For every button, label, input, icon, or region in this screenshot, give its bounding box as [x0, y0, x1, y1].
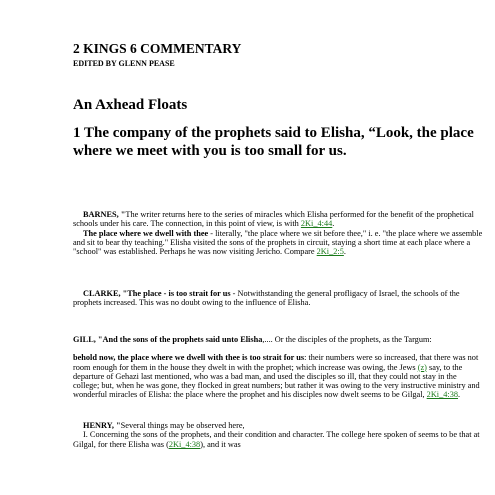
barnes-name: BARNES, " — [83, 210, 126, 219]
gill-footnote-link[interactable]: (z) — [417, 362, 427, 372]
barnes-text-2-end: . — [343, 247, 346, 257]
barnes-commentary — [73, 210, 483, 256]
henry-text-end: ), and it was — [200, 439, 241, 449]
editor-line: EDITED BY GLENN PEASE — [73, 59, 175, 68]
barnes-text-1-end: . — [332, 219, 335, 229]
gill-text-2: : their numbers were so increased, that there was not room enough for them in the house they dwelt in with the prophet; which increase was owing, the Jews — [73, 353, 479, 372]
barnes-text-1: The writer returns here to the series of miracles which Elisha performed for the benefit of the prophetical schools under his care. The connection, in this point of view, is with — [73, 210, 474, 229]
gill-reference-link[interactable]: 2Ki_4:38 — [426, 390, 459, 400]
henry-reference-link[interactable]: 2Ki_4:38 — [168, 439, 201, 449]
barnes-paragraph-2 — [73, 229, 483, 257]
henry-paragraph-2 — [73, 430, 483, 449]
clarke-lead-phrase: The place - is too strait for us — [127, 289, 231, 298]
section-heading: An Axhead Floats — [73, 97, 188, 113]
barnes-lead-phrase: The place where we dwell with thee — [83, 228, 209, 238]
gill-paragraph-1 — [73, 335, 483, 344]
gill-bold-phrase: behold now, the place where we dwell with thee is too strait for us — [73, 353, 305, 363]
gill-text-end: . — [458, 390, 461, 400]
henry-paragraph-1 — [73, 421, 483, 430]
verse-text: 1 The company of the prophets said to Elisha, “Look, the place where we meet with you is too small for us. — [73, 125, 474, 159]
clarke-paragraph — [73, 289, 483, 308]
barnes-reference-link-1[interactable]: 2Ki_4:44 — [300, 219, 333, 229]
clarke-text: - Notwithstanding the general profligacy of Israel, the schools of the prophets increased. This was no doubt owing to the influence of Elisha. — [73, 289, 460, 308]
clarke-name: CLARKE, " — [83, 289, 128, 298]
document-title: 2 KINGS 6 COMMENTARY — [73, 41, 242, 56]
henry-name: HENRY, " — [83, 421, 121, 430]
henry-commentary — [73, 421, 483, 449]
gill-text-1: ,.... Or the disciples of the prophets, as the Targum: — [262, 335, 432, 344]
gill-commentary — [73, 335, 483, 400]
henry-text-1: Several things may be observed here, — [120, 421, 245, 430]
clarke-commentary — [73, 289, 483, 308]
barnes-reference-link-2[interactable]: 2Ki_2:5 — [316, 247, 344, 257]
barnes-paragraph-1 — [73, 210, 483, 229]
gill-paragraph-2 — [73, 353, 483, 399]
gill-lead-phrase: GILL, "And the sons of the prophets said unto Elisha — [73, 335, 263, 344]
gill-text-3: say, to the departure of Gehazi last mentioned, who was a bad man, and used the disciples so ill, that they could not stay in the college; but, when he was gone, they flocked in great numbers; but rather it was owing to the very instructive ministry and wonderful miracles of Elisha: the place where the prophet and his disciples now dwelt seems to be Gilgal, — [73, 362, 480, 400]
henry-text-2: I. Concerning the sons of the prophets, and their condition and character. The college here spoken of seems to be that at Gilgal, for there Elisha was ( — [73, 430, 480, 449]
barnes-text-2: - literally, "the place where we sit before thee," i. e. "the place where we assemble and sit to bear thy teaching." Elisha visited the sons of the prophets in circuit, staying a short time at each place where a "school" was established. Perhaps he was now visiting Jericho. Compare — [73, 228, 483, 257]
